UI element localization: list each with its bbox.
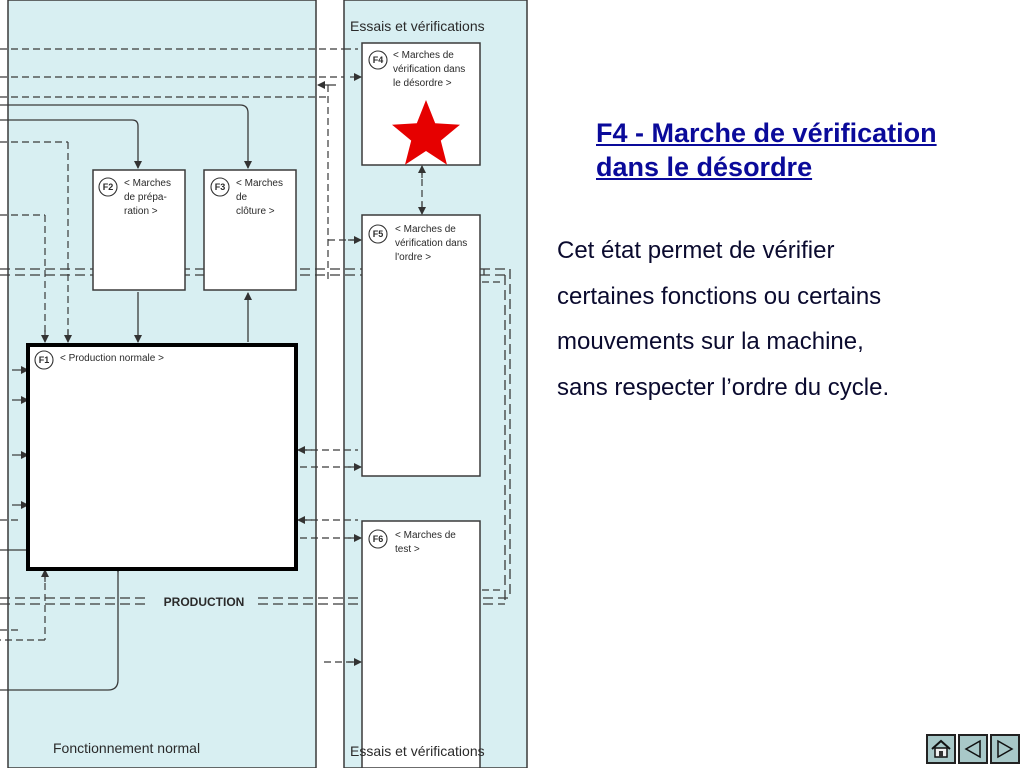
next-icon: [994, 738, 1016, 760]
description-line-1: Cet état permet de vérifier: [557, 237, 835, 264]
f3-id: F3: [214, 182, 226, 192]
f4-label-2: vérification dans: [393, 64, 466, 75]
f1-label: < Production normale >: [60, 353, 164, 364]
f2-label-3: ration >: [124, 206, 158, 217]
slide-title: [596, 116, 1016, 184]
home-icon: [930, 738, 952, 760]
slide-description: [557, 228, 1017, 410]
f5-id: F5: [372, 229, 384, 239]
normal-title: Fonctionnement normal: [53, 740, 201, 756]
f5-label-2: vérification dans: [395, 238, 468, 249]
f6-box[interactable]: [362, 521, 480, 768]
f3-label-2: de: [236, 192, 248, 203]
f2-label-1: < Marches: [124, 178, 171, 189]
f6-id: F6: [372, 534, 384, 544]
next-button[interactable]: [990, 734, 1020, 764]
f2-label-2: de prépa-: [124, 192, 167, 203]
f1-id: F1: [38, 355, 50, 365]
f4-id: F4: [372, 55, 384, 65]
f6-label-1: < Marches de: [395, 530, 456, 541]
f1-box[interactable]: [28, 345, 296, 569]
f2-id: F2: [102, 182, 114, 192]
f5-label-1: < Marches de: [395, 224, 456, 235]
essais-title-bottom: Essais et vérifications: [350, 743, 485, 759]
production-label: PRODUCTION: [163, 595, 245, 609]
slide-title-line-2: dans le désordre: [596, 152, 813, 182]
previous-icon: [962, 738, 984, 760]
f3-label-1: < Marches: [236, 178, 283, 189]
f4-label-1: < Marches de: [393, 50, 454, 61]
slide-title-line-1: F4 - Marche de vérification: [596, 118, 937, 148]
home-button[interactable]: [926, 734, 956, 764]
description-line-2: certaines fonctions ou certains: [557, 282, 882, 310]
previous-button[interactable]: [958, 734, 988, 764]
f4-label-3: le désordre >: [393, 78, 452, 89]
essais-title-top: Essais et vérifications: [350, 18, 485, 34]
f6-label-2: test >: [395, 544, 420, 555]
f5-label-3: l'ordre >: [395, 252, 432, 263]
description-line-3: mouvements sur la machine,: [557, 328, 864, 355]
description-line-4: sans respecter l’ordre du cycle.: [557, 373, 890, 401]
navigation-bar: [926, 734, 1020, 764]
f3-label-3: clôture >: [236, 206, 275, 217]
